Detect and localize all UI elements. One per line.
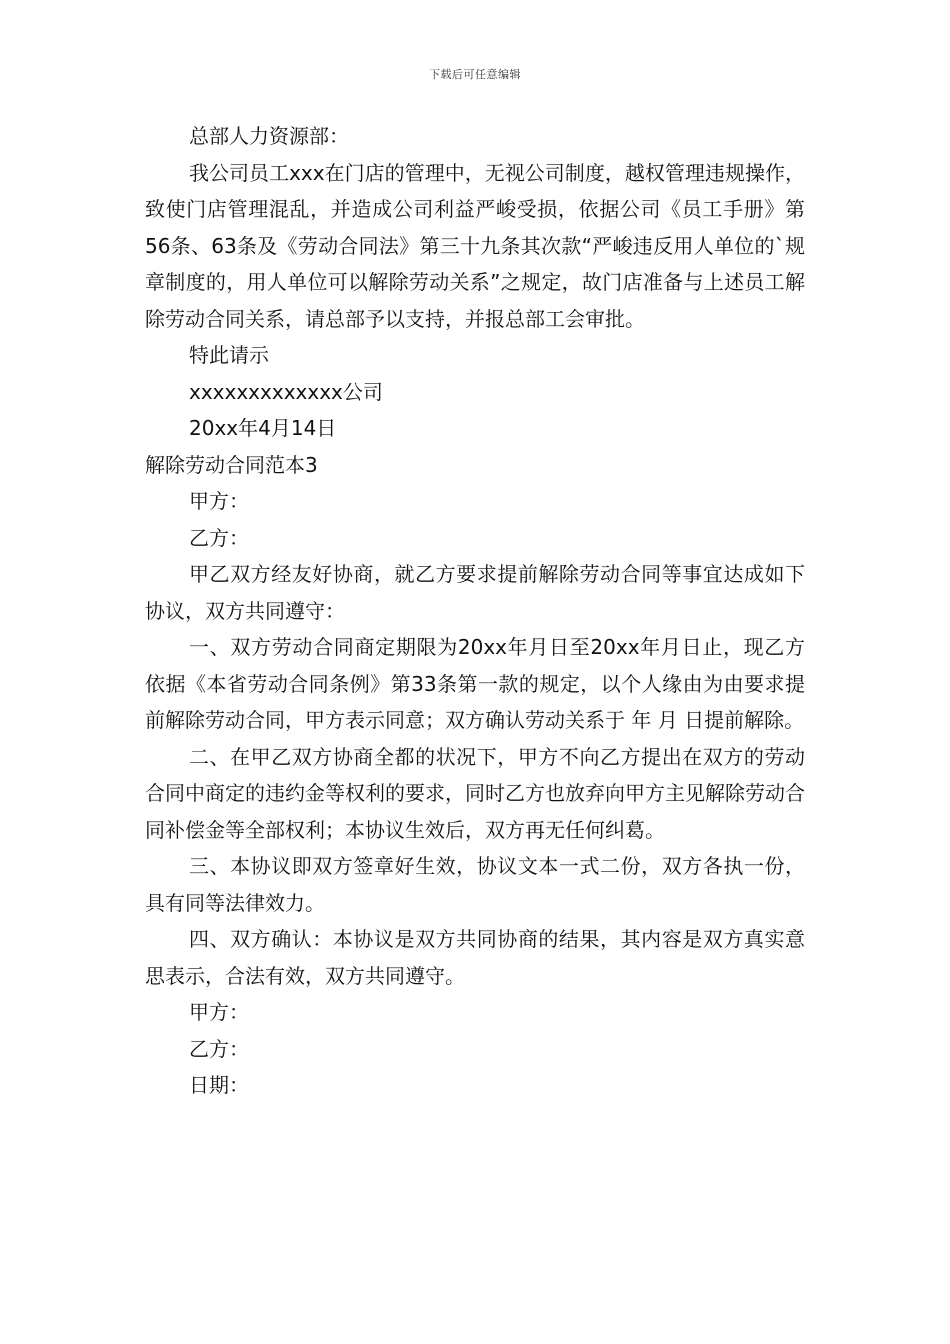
party-b-line: 乙方： xyxy=(189,525,249,550)
salutation: 总部人力资源部： xyxy=(189,124,349,148)
clause-three: 三、本协议即双方签章好生效，协议文本一式二份，双方各执一份，具有同等法律效力。 xyxy=(145,854,805,915)
agreement-intro: 甲乙双方经友好协商，就乙方要求提前解除劳动合同等事宜达成如下协议，双方共同遵守： xyxy=(145,562,805,623)
clause-four: 四、双方确认：本协议是双方共同协商的结果，其内容是双方真实意思表示，合法有效，双方共同遵守。 xyxy=(145,927,805,988)
closing-phrase: 特此请示 xyxy=(189,343,269,367)
clause-one: 一、双方劳动合同商定期限为20xx年月日至20xx年月日止，现乙方依据《本省劳动合同条例》第33条第一款的规定，以个人缘由为由要求提前解除劳动合同，甲方表示同意；双方确认劳动关系于 年 月 日提前解除。 xyxy=(145,635,805,732)
company-signature: xxxxxxxxxxxxx公司 xyxy=(189,379,383,404)
signature-party-b: 乙方： xyxy=(189,1036,249,1061)
document-body xyxy=(145,118,805,1104)
clause-two: 二、在甲乙双方协商全都的状况下，甲方不向乙方提出在双方的劳动合同中商定的违约金等权利的要求，同时乙方也放弃向甲方主见解除劳动合同补偿金等全部权利；本协议生效后，双方再无任何纠葛。 xyxy=(145,744,805,842)
signature-date: 日期： xyxy=(189,1073,249,1097)
request-paragraph: 我公司员工xxx在门店的管理中，无视公司制度，越权管理违规操作，致使门店管理混乱，并造成公司利益严峻受损，依据公司《员工手册》第56条、63条及《劳动合同法》第三十九条其次款“严峻违反用人单位的`规章制度的，用人单位可以解除劳动关系”之规定，故门店准备与上述员工解除劳动合同关系，请总部予以支持，并报总部工会审批。 xyxy=(145,160,805,331)
section-title: 解除劳动合同范本3 xyxy=(145,452,318,477)
party-a-line: 甲方： xyxy=(189,489,249,513)
page-header: 下载后可任意编辑 xyxy=(429,68,521,81)
request-date: 20xx年4月14日 xyxy=(189,416,337,440)
signature-party-a: 甲方： xyxy=(189,1000,249,1024)
